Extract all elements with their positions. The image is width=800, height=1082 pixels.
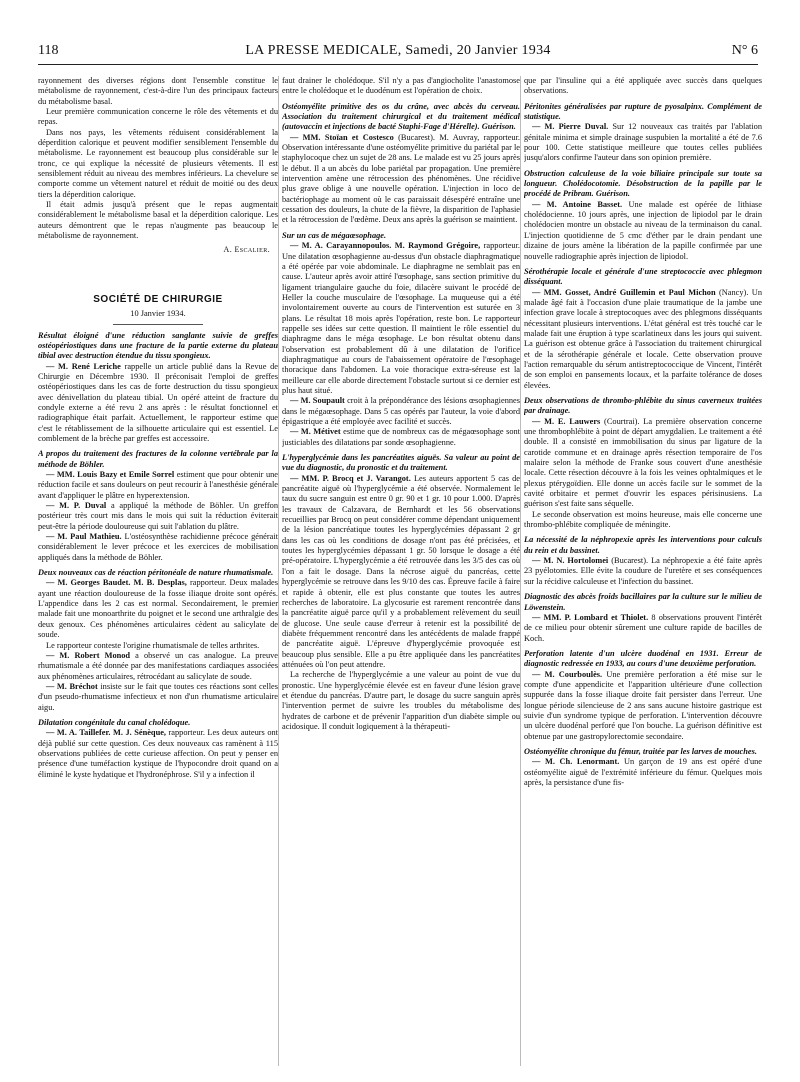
paragraph: Leur première communication concerne le rôle des vêtements et du repas. (38, 107, 278, 127)
article-title-text: Deux observations de thrombo-phlébite du sinus caverneux traitées par drainage. (524, 395, 762, 416)
paragraph (524, 670, 762, 742)
author: — MM. P. Lombard et Thiolet. (532, 612, 649, 622)
article-title-text: L'hyperglycémie dans les pancréatites aiguës. Sa valeur au point de vue du diagnostic, du pronostic et du traitement. (282, 453, 520, 473)
body-text: rappelle un article publié dans la Revue de Chirurgie en Décembre 1930. Il préconisait l'emploi de greffes ostéopériostiques dans les cas de forte destruction du tissu spongieux avec dénivellation du plateau tibial. Un opéré atteint de fracture du condyle externe a été revu 2 ans après : le résultat fonctionnel et radiographique était parfait. Actuellement, le rapporteur estime que c'est le rétablissement de la silhouette articulaire qui est essentiel. Le comblement de la brèche par greffes est accessoire. (38, 361, 278, 443)
author: — M. Paul Mathieu. (46, 532, 122, 542)
session-date: 10 Janvier 1934. (130, 309, 186, 319)
body-text: rapporteur. Deux malades ayant une réaction douloureuse de la fosse iliaque droite sont opérés. L'appendice dans les 2 cas est normal. Secondairement, le premier malade fait une monoarthrite du poignet et le second une arthralgie des deux genoux. Ces phénomènes articulaires cèdent au salicylate de soude. (38, 578, 278, 640)
article-title (524, 267, 762, 288)
section-heading: SOCIÉTÉ DE CHIRURGIE (93, 293, 223, 305)
page-number: 118 (38, 43, 59, 58)
body-text: L'ostéosynthèse rachidienne précoce générait considérablement le lever précoce et les exercices de mobilisation appliqués dans la méthode de Böhler. (38, 532, 278, 562)
paragraph (282, 133, 520, 226)
body-text: Une première perforation a été mise sur le compte d'une appendicite et l'apparition ultérieure d'une collection suppurée dans la fosse iliaque droite fait persister dans l'erreur. Une longue période silencieuse de 2 ans sans aucune histoire gastrique est suivie d'un syndrome typique de perforation. L'intervention découvre un ulcère duodénal perforé que l'on bouche. La guérison définitive est obtenue par une gastropylorectomie secondaire. (524, 669, 762, 741)
article-title (524, 396, 762, 417)
article-title-text: Dilatation congénitale du canal cholédoque. (38, 717, 191, 727)
article-title-text: Résultat éloigné d'une réduction sanglante suivie de greffes ostéopériostiques dans une fracture de la partie externe du plateau tibial avec destruction étendue du tissu spongieux. (38, 330, 278, 361)
body-text: Un garçon de 19 ans est opéré d'une ostéomyélite aiguë de l'extrémité inférieure du fémur. Quelques mois après, la persistance d'une fis- (524, 757, 762, 787)
page-header (38, 40, 758, 65)
article-title (38, 331, 278, 362)
paragraph (524, 417, 762, 510)
paragraph: La recherche de l'hyperglycémie a une valeur au point de vue du pronostic. Une hyperglycémie élevée est en faveur d'une lésion grave et étendue du pancréas. D'autre part, le dosage du sucre sanguin après l'intervention permet de suivre les troubles du métabolisme des hydrates de carbone et de prévenir l'apparition d'un diabète simple ou acidosique. Il conduit logiquement à la thérapeuti- (282, 670, 520, 731)
paragraph (38, 651, 278, 682)
body-text: a observé un cas analogue. La preuve rhumatismale a été donnée par des manifestations cardiaques associées aux phénomènes articulaires, rétrocédant au salicylate de soude. (38, 650, 278, 681)
paragraph (282, 427, 520, 448)
author: — M. René Leriche (46, 361, 121, 371)
paragraph: rayonnement des diverses régions dont l'ensemble constitue le métabolisme de rayonnement, c'est-à-dire l'un des principaux facteurs du métabolisme basal. (38, 76, 278, 106)
paragraph (38, 578, 278, 640)
paragraph (38, 470, 278, 501)
article-title (524, 102, 762, 123)
article-title (282, 231, 520, 241)
paragraph (524, 613, 762, 644)
paragraph (524, 757, 762, 788)
column-left (38, 76, 278, 1076)
article-title-text: Péritonites généralisées par rupture de pyosalpinx. Complément de statistique. (524, 101, 762, 122)
author: — M. Bréchot (46, 681, 98, 691)
paragraph (524, 288, 762, 391)
running-head (38, 40, 758, 62)
body-text: Les auteurs apportent 5 cas de pancréatite aiguë où l'hyperglycémie a été observée. Normalement le taux du sucre sanguin est entre 0 gr. 90 et 1 gr. 10 pour 1.000. D'après les travaux de Calzavara, de Bernhardt et les 56 observations recueillies par Brocq on peut considérer comme dépendant uniquement de la lésion pancréatique toutes les hyperglycémies dépassant 2 gr dans les cas où les conditions de dosage n'ont pas été précisées, et toutes les hyperglycémies dépassant 1 gr. 50 lorsque le dosage a été pré-opératoire. L'hyperglycémie a été retrouvée dans les 3/5 des cas où l'on a fait le dosage. Dans la nécrose aiguë du pancréas, cette hyperglycémie se retrouve dans les 9/10 des cas. Épreuve facile à faire et rapide à obtenir, elle est plus constante que toutes les autres recherches de laboratoire. La glycosurie est rarement rencontrée dans la pancréatite aiguë parce qu'il y a probablement relèvement du seuil de glucose. Une seule cause d'erreur à retenir est la possibilité de diabète fréquemment rencontré dans les antécédents de malade frappé de pancréatite aiguë. L'épreuve d'hyperglycémie provoquée est beaucoup plus sensible. Elle a pu être appliquée dans les pancréatites atténuées où l'on peut attendre. (282, 473, 520, 669)
author: — M. N. Hortolomei (532, 556, 609, 566)
divider (113, 324, 203, 325)
body-text: Une malade est opérée de lithiase cholédocienne. 10 jours après, une injection de lipiodol par le drain cholédocien montre un obstacle au niveau de la terminaison du canal. L'injection quotidienne de 5 cmc d'éther par le drain pendant une dizaine de jours amène la libération de la papille confirmée par une nouvelle radiographie après injection de lipiodol. (524, 199, 762, 261)
article-title (38, 718, 278, 728)
author: — M. E. Lauwers (532, 416, 601, 426)
paragraph: que par l'insuline qui a été appliquée avec succès dans quelques observations. (524, 76, 762, 96)
article-title-text: Sérothérapie locale et générale d'une streptococcie avec phlegmon disséquant. (524, 266, 762, 287)
article-title-text: Ostéomyélite primitive des os du crâne, avec abcès du cerveau. Association du traitement chirurgical et du traitement médical (autovaccin et injections de bacté Staphi-Fage d'Hérelle). Guérison. (282, 101, 520, 132)
article-title (282, 453, 520, 474)
author: — MM. Stoïan et Costesco (290, 132, 394, 142)
issue-number: N° 6 (731, 43, 758, 58)
paragraph (282, 396, 520, 427)
author: — M. Georges Baudet. M. B. Desplas, (46, 578, 187, 588)
paragraph: Dans nos pays, les vêtements réduisent considérablement la déperdition calorique et peuvent modifier sensiblement l'ensemble du métabolisme. Le rayonnement est beaucoup plus considérable sur le tronc, ce qui explique la nécessité de plusieurs vêtements. Il est sensiblement réduit au niveau des membres inférieurs. La chevelure se comporte comme un vêtement naturel et réduit de moitié ou des deux tiers la déperdition calorique. (38, 127, 278, 199)
paragraph (38, 501, 278, 532)
column-middle (282, 76, 520, 1076)
author: — MM. Louis Bazy et Emile Sorrel (46, 470, 175, 479)
article-title-text: Obstruction calculeuse de la voie biliaire principale sur toute sa longueur. Cholédocotomie. Désobstruction de la papille par le procédé de Pribram. Guérison. (524, 168, 762, 199)
body-text: croit à la prépondérance des lésions œsophagiennes dans le mégaœsophage. Dans 5 cas opérés par l'auteur, la voie d'abord épigastrique a été employée avec facilité et succès. (282, 396, 520, 426)
article-title-text: Sur un cas de mégaœsophage. (282, 230, 387, 240)
article-title-text: Ostéomyélite chronique du fémur, traitée par les larves de mouches. (524, 746, 757, 756)
article-title (38, 568, 278, 578)
article-title (524, 592, 762, 613)
article-title-text: La nécessité de la néphropexie après les interventions pour calculs du rein et du bassinet. (524, 535, 762, 555)
paragraph (38, 682, 278, 713)
paragraph: Le rapporteur conteste l'origine rhumatismale de telles arthrites. (46, 640, 260, 650)
article-title-text: Deux nouveaux cas de réaction péritonéale de nature rhumatismale. (38, 568, 274, 578)
body-text: a appliqué la méthode de Böhler. Un greffon postérieur très court mis dans le mois qui suit la réduction éviterait peut-être la période douloureuse qui suit l'ablation du plâtre. (38, 501, 278, 531)
paragraph (524, 200, 762, 262)
paragraph (282, 474, 520, 671)
author: — MM. P. Brocq et J. Varangot. (290, 473, 411, 483)
author: — M. Ch. Lenormant. (532, 757, 620, 767)
paragraph (524, 556, 762, 587)
column-divider (278, 76, 279, 1066)
body-text: estiment que pour obtenir une réduction facile et sans douleurs on peut recourir à l'anesthésie générale avant d'appliquer le plâtre en hyperextension. (38, 470, 278, 500)
paragraph (38, 532, 278, 563)
article-title (38, 449, 278, 470)
author: — M. Antoine Basset. (532, 199, 623, 209)
column-right (524, 76, 762, 1076)
body-text: insiste sur le fait que toutes ces réactions sont celles d'un pseudo-rhumatisme infectieux et non d'un rhumatisme articulaire aigu. (38, 681, 278, 712)
body-text: 8 observations prouvent l'intérêt de ce milieu pour obtenir sûrement une culture rapide de bacilles de Koch. (524, 612, 762, 643)
paragraph (38, 362, 278, 445)
author: — M. A. Carayannopoulos. M. Raymond Grégoire, (290, 241, 481, 251)
author: — M. Robert Monod (46, 650, 131, 660)
article-title (524, 649, 762, 670)
author: — M. Soupault (290, 396, 345, 406)
column-divider (520, 76, 521, 1066)
paragraph (524, 122, 762, 163)
article-title (282, 102, 520, 133)
author-signature: A. Escalier. (223, 244, 270, 254)
body-text: (Bucarest). M. Auvray, rapporteur. Observation intéressante d'une ostéomyélite primitive du pariétal par le staphylocoque chez un sujet de 28 ans. Le malade est vu 25 jours après le début. Il a un abcès du lobe pariétal par propagation. Une première intervention amène une rétrocession des phénomènes. Une récidive plus grave oblige à une nouvelle opération. L'injection in loco de bactériophage au moment où le cas paraissait désespéré entraîne une cessation des douleurs, la chute de la fièvre, la disparition de l'aphasie et la rétrocession de l'œdème. Deux ans après la guérison se maintient. (282, 132, 520, 225)
paragraph: Il était admis jusqu'à présent que le repas augmentait considérablement le métabolisme basal et la déperdition calorique. Les auteurs démontrent que le repas n'augmente pas beaucoup le métabolisme de rayonnement. (38, 200, 278, 241)
article-title (524, 747, 762, 757)
body-text: estime que de nombreux cas de mégaœsophage sont justiciables des dilatations par sonde œsophagienne. (282, 427, 520, 447)
body-text: Sur 12 nouveaux cas traités par l'ablation génitale minima et simple drainage suspubien la mortalité a été de 7.6 pour 100. Cette statistique meilleure que toutes celles publiées jusqu'alors confirme l'auteur dans son opinion première. (524, 122, 762, 163)
author: — M. Métivet (290, 427, 341, 437)
article-title-text: Diagnostic des abcès froids bacillaires par la culture sur le milieu de Löwenstein. (524, 592, 762, 612)
paragraph (282, 241, 520, 396)
author: — M. Pierre Duval. (532, 122, 609, 132)
article-title (524, 169, 762, 200)
body-text: (Nancy). Un malade âgé fait à l'occasion d'une plaie traumatique de la jambe une infection grave locale à streptocoques avec des phlegmons disséquants nécessitant plusieurs interventions. L'état général est très touché car le malade fait une éruption à type scarlatineux dans les jours qui suivent. La guérison est obtenue grâce à l'association du traitement chirurgical et de la sérothérapie générale et locale. Cette observation prouve l'action remarquable du sérum antistreptococcique de Vincent, l'intérêt de son emploi en pansements locaux, et la parfaite tolérance de doses élevées. (524, 287, 762, 390)
author: — M. A. Taillefer. M. J. Sénèque, (46, 728, 167, 738)
body-text: rapporteur. Les deux auteurs ont déjà publié sur cette question. Ces deux nouveaux cas ramènent à 115 observations publiées de cette curieuse affection. On peut y penser en présence d'une tuméfaction kystique de l'hypocondre droit quand on a éliminé le kyste hydatique et l'hydronéphrose. S'il y a infection il (38, 728, 278, 779)
body-text: rapporteur. Une dilatation œsophagienne au-dessus d'un obstacle diaphragmatique a été opérée par voie abdominale. Le diaphragme ne semblait pas en cause. L'auteur après avoir attiré l'œsophage, sans section primitive du ligament triangulaire gauche du foie, dilacère suivant le procédé de Heller la couche musculaire de l'œsophage. La muqueuse qui a été involontairement ouverte au cours de l'intervention est suturée en 3 plans. Le résultat 18 mois après l'opération, reste bon. Le rapporteur rappelle ses idées sur cette question. Il maintient le rôle essentiel du diaphragme dans le méga œsophage. Le bon résultat obtenu dans l'observation est probablement dû à une dilatation de l'orifice diaphragmatique au cours de l'abaissement opératoire de l'œsophage thoracique dans l'abdomen. La voie thoracique extra-séreuse est la meilleure car elle aborde directement l'obstacle surtout si ce dernier est plus haut situé. (282, 241, 520, 395)
article-title-text: Perforation latente d'un ulcère duodénal en 1931. Erreur de diagnostic redressée en 1933, au cours d'une deuxième perforation. (524, 648, 762, 669)
author: — M. Courboulès. (532, 669, 603, 679)
body-text: (Courtrai). La première observation concerne une thrombophlébite à point de départ amygdalien. Le traitement a été double. Il a consisté en immobilisation du sinus par ligature de la carotide commune et en drainage après résection temporaire de l'os malaire selon la méthode de Franke sous couvert d'une anesthésie locale. Cette résection découvre à la fois les veines ophtalmiques et le plexus ptérygoïdien. Elle donne un accès facile sur le sommet de la cavité orbitaire et permet d'ouvrir les espaces périsinusiens. La guérison s'est faite sans séquelle. (524, 416, 762, 509)
issue-date: Samedi, 20 Janvier 1934 (405, 43, 551, 58)
author: — MM. Gosset, André Guillemin et Paul Michon (532, 287, 716, 297)
paragraph: faut drainer le cholédoque. S'il n'y a pas d'angiocholite l'anastomose entre le cholédoque et le duodénum est l'opération de choix. (282, 76, 520, 96)
author: — M. P. Duval (46, 501, 107, 511)
article-title (524, 535, 762, 556)
body-text: (Bucarest). La néphropexie a été faite après 23 pyélotomies. Elle évite la coudure de l'uretère et ses conséquences sur la récidive calculeuse et l'infection du bassinet. (524, 556, 762, 586)
article-title-text: A propos du traitement des fractures de la colonne vertébrale par la méthode de Böhler. (38, 449, 278, 469)
journal-title: LA PRESSE MEDICALE, (245, 43, 402, 58)
paragraph: Le seconde observation est moins heureuse, mais elle concerne une thrombo-phlébite compliquée de méningite. (524, 509, 762, 530)
paragraph (38, 728, 278, 780)
